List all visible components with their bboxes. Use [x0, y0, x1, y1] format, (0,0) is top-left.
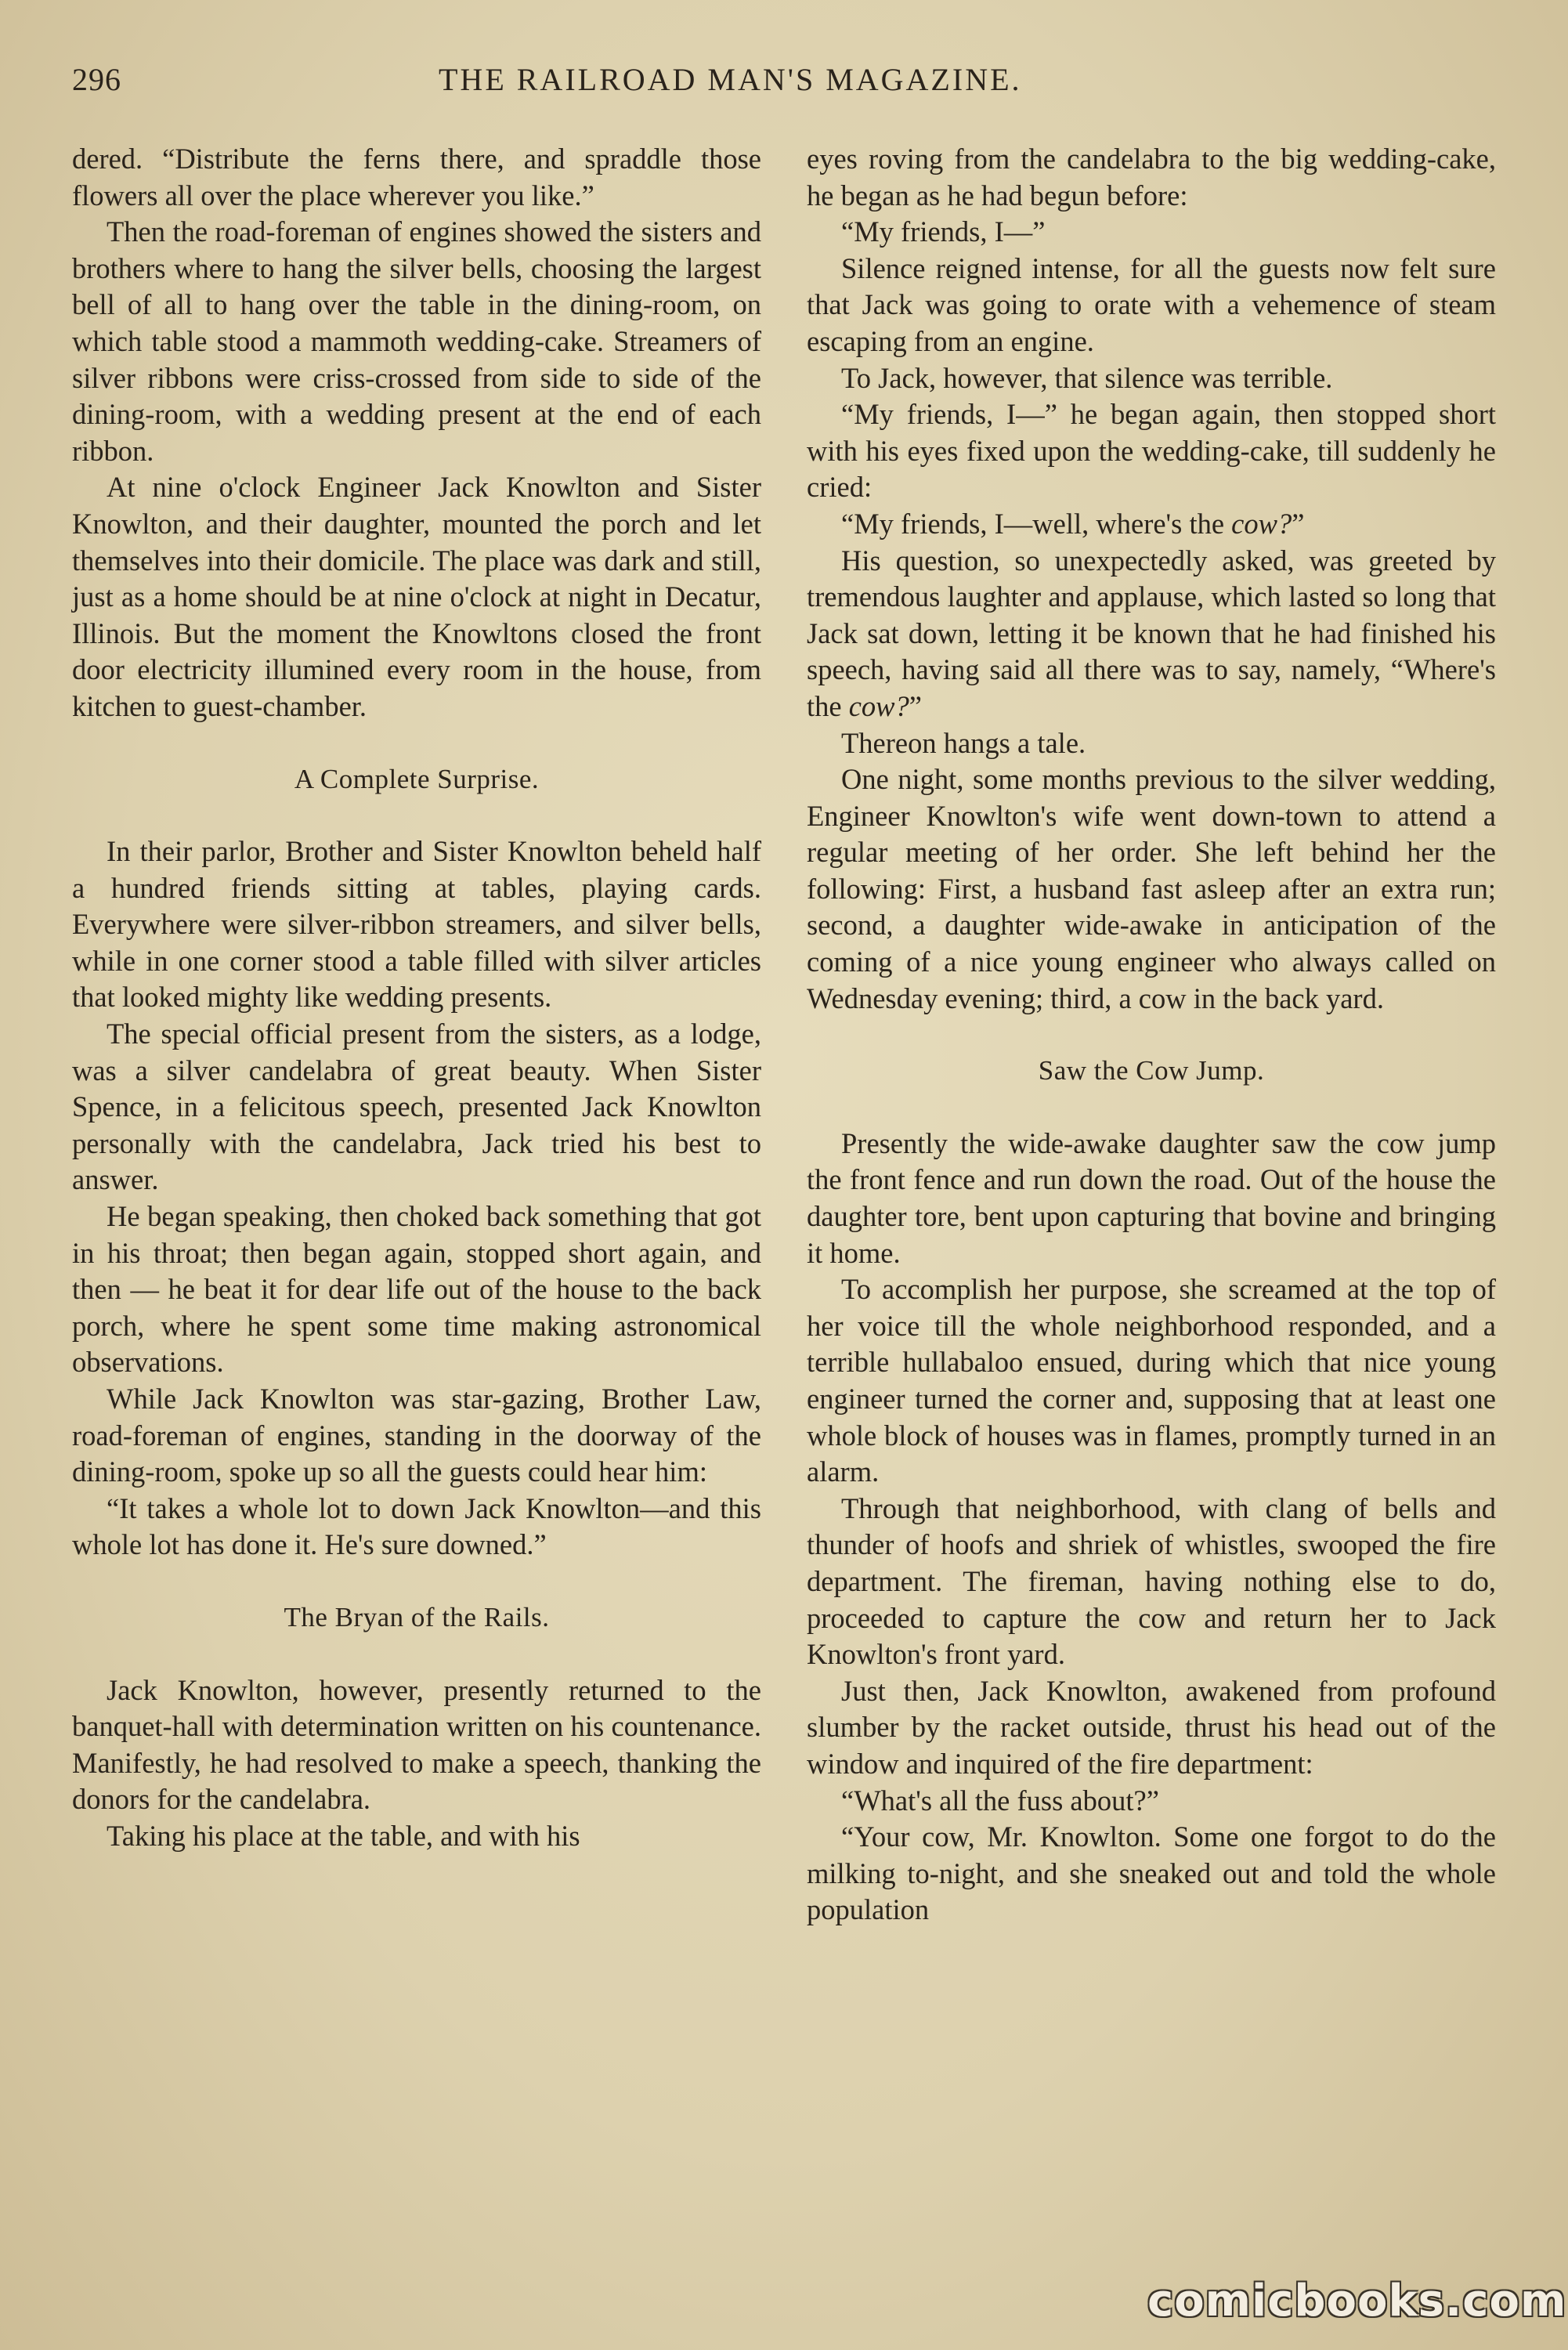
paragraph: He began speaking, then choked back something that got in his throat; then began again, stopped short again, and then — he beat it for dear life out of the house to the back porch, where he spent some time making astronomical observations. — [72, 1200, 761, 1379]
text-run: “My friends, I—well, where's the — [841, 507, 1232, 540]
paragraph: One night, some months previous to the silver wedding, Engineer Knowlton's wife went down-town to attend a regular meeting of her order. She left behind her the following: First, a husband fast asleep after an extra run; second, a daughter wide-awake in anticipation of the coming of a nice young engineer who always called on Wednesday evening; third, a cow in the back yard. — [807, 763, 1496, 1014]
section-heading: The Bryan of the Rails. — [284, 1601, 550, 1632]
paragraph: While Jack Knowlton was star-gazing, Brother Law, road-foreman of engines, standing in the doorway of the dining-room, spoke up so all the guests could hear him: — [72, 1383, 761, 1488]
italic-text: cow? — [848, 689, 909, 722]
paragraph: Then the road-foreman of engines showed the sisters and brothers where to hang the silver bells, choosing the largest bell of all to hang over the table in the dining-room, on which table stood a mammoth wedding-cake. Streamers of silver ribbons were criss-crossed from side to side of the dining-room, with a wedding present at the end of each ribbon. — [72, 215, 761, 467]
paragraph: Through that neighborhood, with clang of bells and thunder of hoofs and shriek of whistles, swooped the fire department. The fireman, having nothing else to do, proceeded to capture the cow and return her to Jack Knowlton's front yard. — [807, 1491, 1496, 1671]
paragraph: In their parlor, Brother and Sister Knowlton beheld half a hundred friends sitting at tables, playing cards. Everywhere were silver-ribbon streamers, and silver bells, while in one corner stood a table filled with silver articles that looked mighty like wedding presents. — [72, 835, 761, 1014]
running-head: THE RAILROAD MAN'S MAGAZINE. — [439, 62, 1022, 97]
italic-text: cow? — [1231, 507, 1292, 540]
paragraph: “My friends, I—” he began again, then stopped short with his eyes fixed upon the wedding-cake, till suddenly he cried: — [807, 398, 1496, 504]
text-run: His question, so unexpectedly asked, was greeted by tremendous laughter and applause, which lasted so long that Jack sat down, letting it be known that he had finished his speech, having said all there was to say, namely, “Where's the — [807, 544, 1496, 722]
paragraph: Jack Knowlton, however, presently returned to the banquet-hall with determination written on his countenance. Manifestly, he had resolved to make a speech, thanking the donors for the candelabra. — [72, 1673, 761, 1816]
paragraph: The special official present from the sisters, as a lodge, was a silver candelabra of great beauty. When Sister Spence, in a felicitous speech, presented Jack Knowlton personally with the candelabra, Jack tried his best to answer. — [72, 1018, 761, 1196]
paragraph: “It takes a whole lot to down Jack Knowlton—and this whole lot has done it. He's sure downed.” — [72, 1491, 761, 1561]
paragraph: “Your cow, Mr. Knowlton. Some one forgot to do the milking to-night, and she sneaked out and told the whole population — [807, 1820, 1496, 1926]
paragraph: Presently the wide-awake daughter saw the cow jump the front fence and run down the road. Out of the house the daughter tore, bent upon capturing that bovine and bringing it home. — [807, 1126, 1496, 1269]
paragraph: “What's all the fuss about?” — [841, 1784, 1159, 1817]
paragraph — [807, 506, 1496, 543]
section-heading: Saw the Cow Jump. — [1038, 1055, 1265, 1086]
paragraph: At nine o'clock Engineer Jack Knowlton and Sister Knowlton, and their daughter, mounted the porch and let themselves into their domicile. The place was dark and still, just as a home should be at nine o'clock at night in Decatur, Illinois. But the moment the Knowltons closed the front door electricity illumined every room in the house, from kitchen to guest-chamber. — [72, 471, 761, 722]
text-run: ” — [909, 689, 922, 722]
paragraph: To Jack, however, that silence was terrible. — [841, 361, 1333, 394]
paragraph: “My friends, I—” — [841, 215, 1046, 248]
page-number: 296 — [72, 62, 121, 97]
left-column — [72, 141, 761, 1855]
paragraph — [807, 543, 1496, 725]
paragraph: Just then, Jack Knowlton, awakened from profound slumber by the racket outside, thrust his head out of the window and inquired of the fire department: — [807, 1674, 1496, 1780]
watermark-logo: comicbooks.com — [1147, 2276, 1567, 2326]
right-column — [807, 141, 1496, 1929]
section-heading: A Complete Surprise. — [294, 763, 540, 794]
paragraph: Silence reigned intense, for all the guests now felt sure that Jack was going to orate with a vehemence of steam escaping from an engine. — [807, 251, 1496, 357]
paragraph: To accomplish her purpose, she screamed at the top of her voice till the whole neighborhood responded, and a terrible hullabaloo ensued, during which that nice young engineer turned the corner and, supposing that at least one whole block of houses was in flames, promptly turned in an alarm. — [807, 1273, 1496, 1488]
paragraph: dered. “Distribute the ferns there, and spraddle those flowers all over the place wherever you like.” — [72, 143, 761, 212]
paragraph: eyes roving from the candelabra to the big wedding-cake, he began as he had begun before: — [807, 143, 1496, 212]
text-run: ” — [1292, 507, 1305, 540]
paragraph: Thereon hangs a tale. — [841, 726, 1086, 759]
paragraph: Taking his place at the table, and with his — [107, 1819, 580, 1852]
